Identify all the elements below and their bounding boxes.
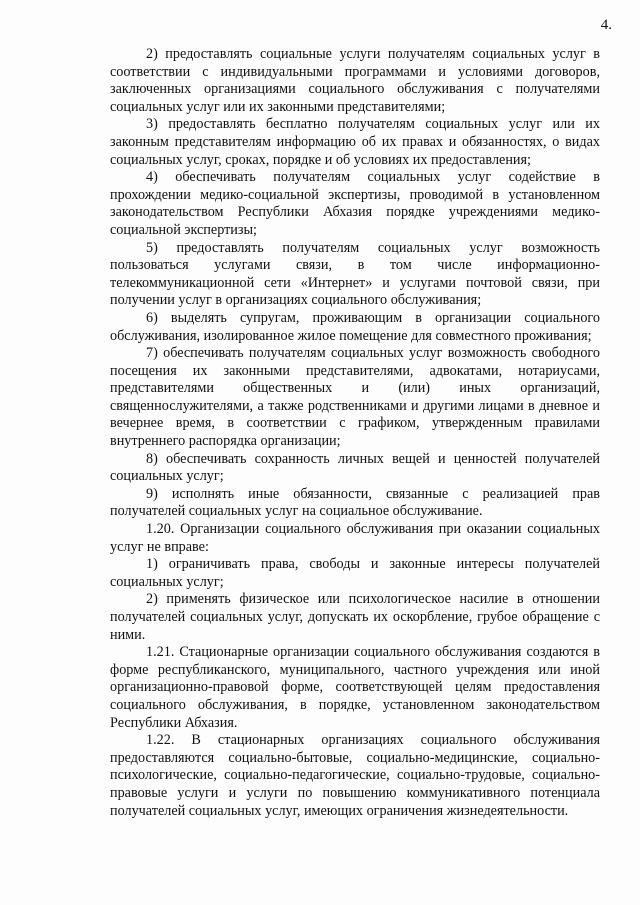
paragraph-item-4: 4) обеспечивать получателям социальных услуг содействие в прохождении медико-социальной экспертизы, проводимой в установленном законодательством Республики Абхазия порядке учреждениями медико-социальной экспертизы; <box>110 169 600 238</box>
paragraph-item-7: 7) обеспечивать получателям социальных услуг возможность свободного посещения их законными представителями, адвокатами, нотариусами, представителями общественных и (или) иных организаций, священнослужителями, а также родственниками и другими лицами в дневное и вечернее время, в соответствии с графиком, утвержденным правилами внутреннего распорядка организации; <box>110 345 600 450</box>
section-1-20-heading: 1.20. Организации социального обслуживания при оказании социальных услуг не вправе: <box>110 521 600 555</box>
document-body <box>110 46 600 820</box>
paragraph-item-2: 2) предоставлять социальные услуги получателям социальных услуг в соответствии с индивидуальными программами и условиями договоров, заключенных организациями социального обслуживания с получателями социальных услуг или их законными представителями; <box>110 46 600 115</box>
section-1-22: 1.22. В стационарных организациях социального обслуживания предоставляются социально-бытовые, социально-медицинские, социально-психологические, социально-педагогические, социально-трудовые, социально-правовые услуги и услуги по повышению коммуникативного потенциала получателей социальных услуг, имеющих ограничения жизнедеятельности. <box>110 732 600 819</box>
paragraph-item-6: 6) выделять супругам, проживающим в организации социального обслуживания, изолированное жилое помещение для совместного проживания; <box>110 309 600 344</box>
paragraph-prohibition-2: 2) применять физическое или психологическое насилие в отношении получателей социальных услуг, допускать их оскорбление, грубое обращение с ними. <box>110 591 600 643</box>
paragraph-item-5: 5) предоставлять получателям социальных услуг возможность пользоваться услугами связи, в том числе информационно-телекоммуникационной сети «Интернет» и услугами почтовой связи, при получении услуг в организациях социального обслуживания; <box>110 239 600 309</box>
paragraph-item-8: 8) обеспечивать сохранность личных вещей и ценностей получателей социальных услуг; <box>110 450 600 485</box>
page-number: 4. <box>600 17 612 33</box>
paragraph-item-9: 9) исполнять иные обязанности, связанные с реализацией прав получателей социальных услуг на социальное обслуживание. <box>110 485 600 520</box>
paragraph-prohibition-1: 1) ограничивать права, свободы и законные интересы получателей социальных услуг; <box>110 556 600 590</box>
paragraph-item-3: 3) предоставлять бесплатно получателям социальных услуг или их законным представителям информацию об их правах и обязанностях, о видах социальных услуг, сроках, порядке и об условиях их предоставления; <box>110 116 600 168</box>
section-1-21: 1.21. Стационарные организации социального обслуживания создаются в форме республиканского, муниципального, частного учреждения или иной организационно-правовой форме, соответствующей целям предоставления социального обслуживания, в порядке, установленном законодательством Республики Абхазия. <box>110 644 600 731</box>
